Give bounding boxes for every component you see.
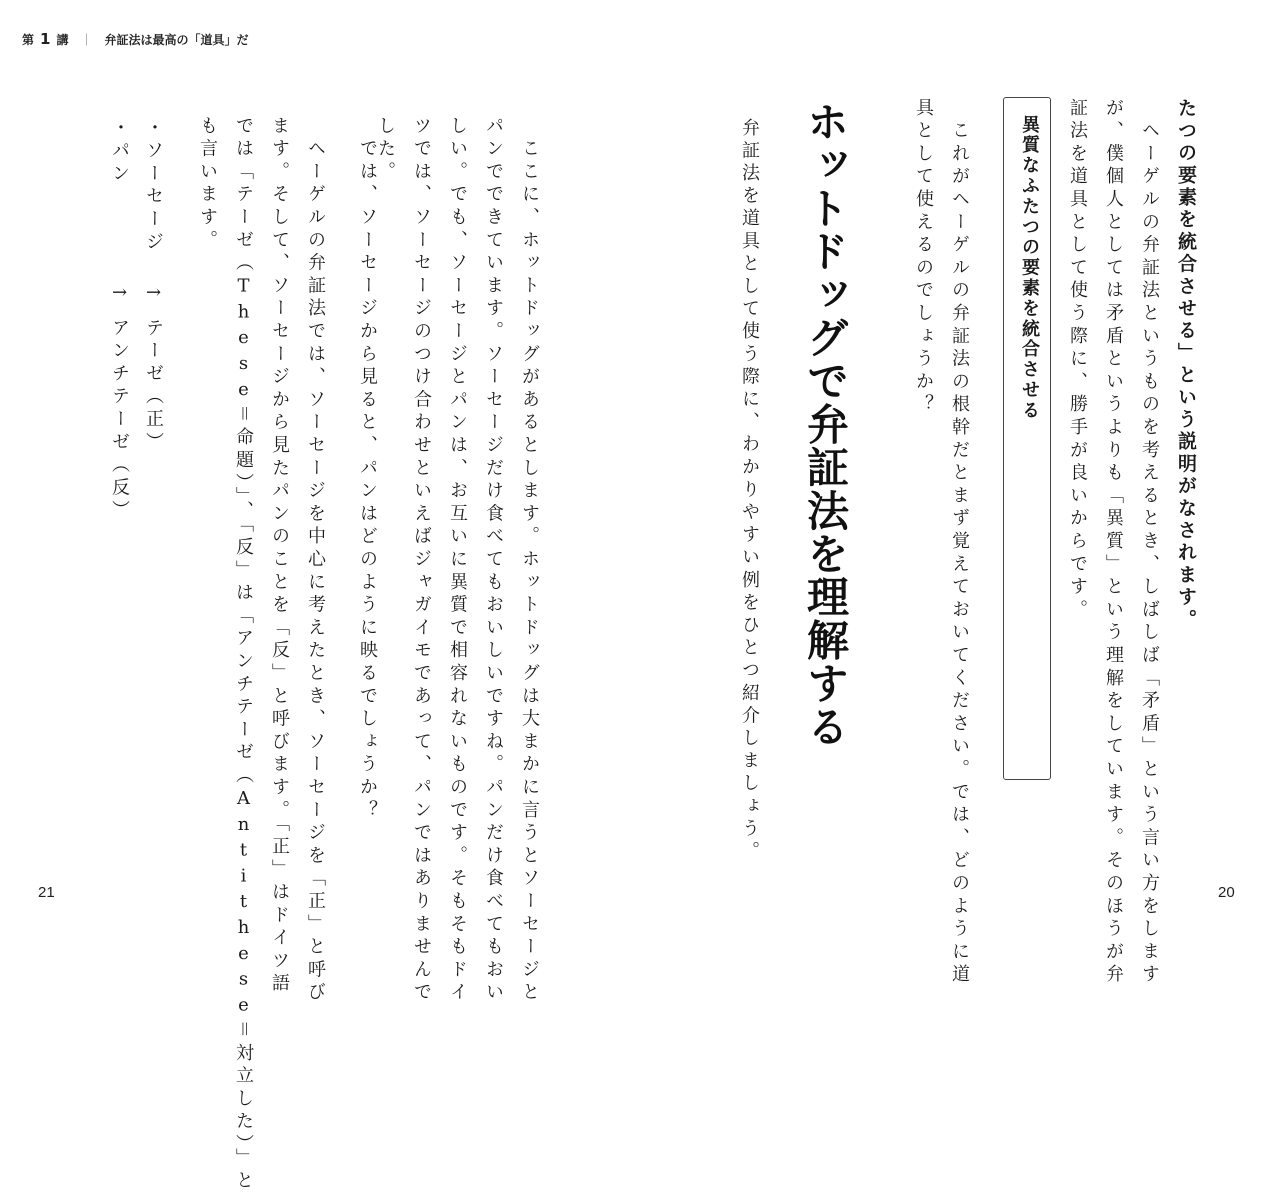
chapter-title-header: 弁証法は最高の「道具」だ [104,32,249,47]
chapter-suffix: 講 [56,32,69,47]
subheading: 異質なふたつの要素を統合させる [1019,115,1040,421]
chapter-prefix: 第 [22,32,35,47]
list-label: アンチテーゼ（反） [109,318,130,524]
list-label: テーゼ（正） [143,318,164,455]
body-line-l2: パンでできています。ソーセージだけ食べてもおいしいですね。パンだけ食べてもおい [483,116,504,1006]
body-line-r4: 証法を道具として使う際に、勝手が良いからです。 [1067,98,1088,623]
list-arrow: → [109,282,130,308]
body-line-l10: も言います。 [197,116,218,253]
body-line-l6: では、ソーセージから見ると、パンはどのように映るでしょうか？ [357,116,378,823]
header-separator: ｜ [80,32,93,47]
body-line-l1: ここに、ホットドッグがあるとします。ホットドッグは大まかに言うとソーセージと [519,116,540,1006]
page-number-right: 20 [1218,884,1235,901]
body-line-r5: これがヘーゲルの弁証法の根幹だとまず覚えておいてください。では、どのように道 [949,98,970,988]
section-heading: ホットドッグで弁証法を理解する [801,100,850,748]
list-arrow: → [143,282,164,308]
body-line-r1: たつの要素を統合させる」という説明がなされます。 [1175,98,1197,631]
body-line-l9: では「テーゼ（These＝命題）」、「反」は「アンチテーゼ（Antithese＝対立した）」と [233,116,254,1194]
body-line-r2: ヘーゲルの弁証法というものを考えるとき、しばしば「矛盾」という言い方をします [1139,98,1160,988]
page-number-left: 21 [38,884,55,901]
section-lead: 弁証法を道具として使う際に、わかりやすい例をひとつ紹介しましょう。 [739,118,760,864]
list-term: ・パン [109,118,130,187]
body-line-r6: 具として使えるのでしょうか？ [913,98,934,418]
running-header [22,30,249,48]
chapter-number: 1 [40,30,51,48]
body-line-l4: ツでは、ソーセージのつけ合わせといえばジャガイモであって、パンではありませんで [411,116,432,1006]
list-term: ・ソーセージ [143,118,164,255]
body-line-l8: ます。そして、ソーセージから見たパンのことを「反」と呼びます。「正」はドイツ語 [269,116,290,997]
body-line-l3: しい。でも、ソーセージとパンは、お互いに異質で相容れないものです。そもそもドイ [447,116,468,1006]
body-line-l7: ヘーゲルの弁証法では、ソーセージを中心に考えたとき、ソーセージを「正」と呼び [305,116,326,1006]
body-line-r3: が、僕個人としては矛盾というよりも「異質」という理解をしています。そのほうが弁 [1103,98,1124,988]
body-line-l5: した。 [375,116,396,185]
